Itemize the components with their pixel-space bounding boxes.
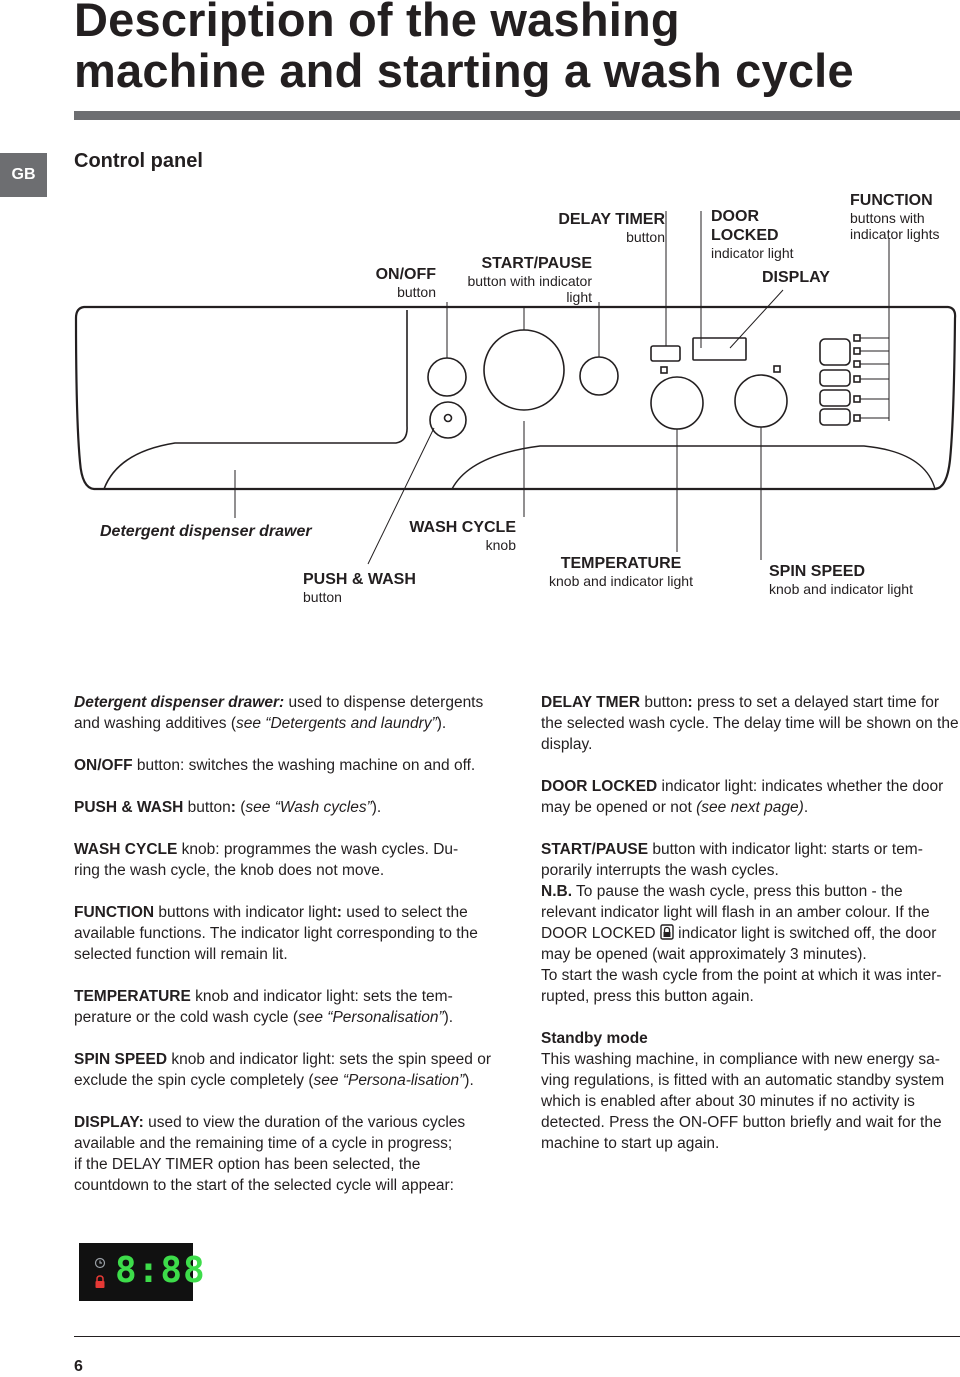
title-line-2: machine and starting a wash cycle	[74, 44, 854, 97]
para-push-wash: PUSH & WASH button: (see “Wash cycles”).	[74, 799, 382, 816]
language-tab: GB	[0, 153, 47, 197]
para-door-locked: DOOR LOCKED indicator light: indicates whether the door may be opened or not (see next page).	[541, 778, 944, 816]
para-start-pause: START/PAUSE button with indicator light: starts or tem- porarily interrupts the wash cycles. N.B. To pause the wash cycle, press this button - the relevant indicator light will flash in an amber colour. If the DOOR LOCKED indicator light is switched off, the door may be opened (wait approximately 3 minutes). To start the wash cycle from the point at which it was inter- rupted, press this button again.	[541, 841, 942, 1005]
label-push-wash: PUSH & WASH button	[303, 571, 416, 605]
delay-timer-button	[651, 346, 680, 361]
label-start-pause: START/PAUSE button with indicator light	[467, 255, 592, 305]
title-line-1: Description of the washing	[74, 0, 680, 46]
spin-speed-light	[774, 366, 780, 372]
start-pause-button	[580, 357, 618, 395]
on-off-button	[428, 358, 466, 396]
para-detergent-drawer: Detergent dispenser drawer: used to dispense detergents and washing additives (see “Detergents and laundry”).	[74, 694, 484, 732]
clock-icon	[94, 1257, 106, 1269]
section-title: Control panel	[74, 150, 203, 172]
page-number: 6	[74, 1358, 83, 1375]
bottom-rule	[74, 1336, 960, 1337]
para-on-off: ON/OFF button: switches the washing machine on and off.	[74, 757, 476, 774]
label-temperature: TEMPERATURE knob and indicator light	[549, 555, 693, 589]
label-door-locked: DOOR LOCKED indicator light	[711, 208, 794, 261]
label-detergent-drawer: Detergent dispenser drawer	[100, 523, 312, 540]
temperature-knob	[651, 377, 703, 429]
para-temperature: TEMPERATURE knob and indicator light: sets the tem- perature or the cold wash cycle (see “Personalisation”).	[74, 988, 454, 1026]
detergent-drawer-outline	[104, 310, 407, 489]
para-display: DISPLAY: used to view the duration of the various cycles available and the remaining time of a cycle in progress; if the DELAY TIMER option has been selected, the countdown to the start of the selected cycle will appear:	[74, 1114, 466, 1194]
para-standby: Standby mode This washing machine, in compliance with new energy sa-ving regulations, is fitted with an automatic standby system which is enabled after about 30 minutes if no activity is detected. Press the ON-OFF button briefly and wait for the machine to start up again.	[541, 1030, 945, 1152]
wash-cycle-knob	[484, 330, 564, 410]
panel-outline	[76, 307, 955, 489]
label-on-off: ON/OFF button	[375, 266, 436, 300]
push-wash-dot	[445, 415, 452, 422]
label-delay-timer: DELAY TIMER button	[558, 211, 665, 245]
function-button-1	[820, 339, 850, 365]
label-function: FUNCTION buttons with indicator lights	[850, 192, 940, 242]
label-wash-cycle: WASH CYCLE knob	[409, 519, 516, 553]
function-button-3	[820, 390, 850, 406]
right-column	[541, 692, 960, 1175]
para-wash-cycle: WASH CYCLE knob: programmes the wash cycles. Du- ring the wash cycle, the knob does not move.	[74, 841, 459, 879]
spin-speed-knob	[735, 375, 787, 427]
para-function: FUNCTION buttons with indicator light: used to select the available functions. The indicator light corresponding to the selected function will remain lit.	[74, 904, 478, 963]
temperature-light	[661, 367, 667, 373]
display-example	[79, 1243, 206, 1301]
para-delay-timer: DELAY TMER button: press to set a delayed start time for the selected wash cycle. The delay time will be shown on the display.	[541, 694, 959, 753]
label-display: DISPLAY	[762, 269, 830, 286]
label-spin-speed: SPIN SPEED knob and indicator light	[769, 563, 913, 597]
left-column	[74, 692, 494, 1217]
para-spin-speed: SPIN SPEED knob and indicator light: sets the spin speed or exclude the spin cycle completely (see “Persona-lisation”).	[74, 1051, 492, 1089]
function-button-2	[820, 370, 850, 386]
function-button-4	[820, 409, 850, 425]
lock-icon	[660, 924, 674, 940]
display-digits: 8:88	[115, 1250, 206, 1291]
push-wash-button	[430, 402, 466, 438]
padlock-icon	[94, 1275, 106, 1289]
